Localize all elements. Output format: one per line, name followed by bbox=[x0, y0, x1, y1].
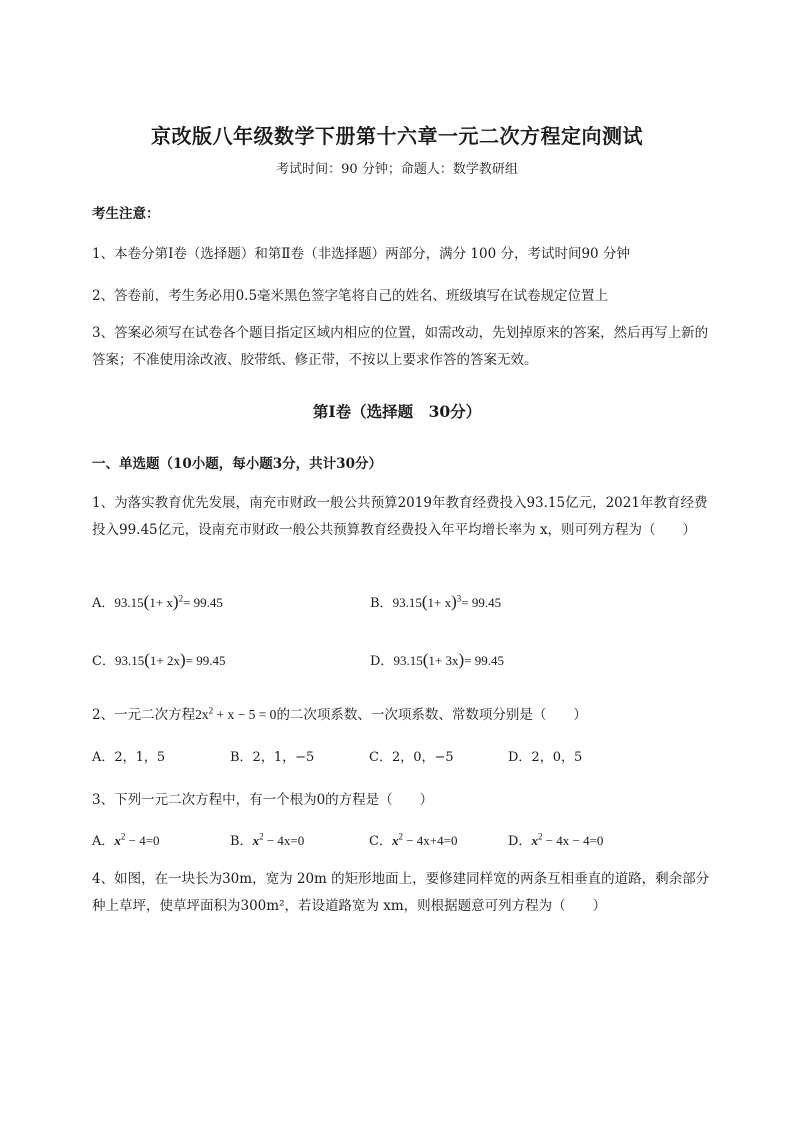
q3-option-c: C．$x^2 - 4x+4=0$ bbox=[369, 831, 458, 849]
q3-option-a: A．$x^2 - 4=0$ bbox=[92, 831, 160, 849]
q2-option-b: B．2，1，−5 bbox=[230, 750, 315, 765]
q2-option-c: C．2，0，−5 bbox=[369, 750, 454, 765]
notice-item-1: 1、本卷分第Ⅰ卷（选择题）和第Ⅱ卷（非选择题）两部分，满分 100 分，考试时间90 分钟 bbox=[92, 246, 630, 262]
q1-option-b: B．$93.15(1+ x)^3= 99.45$ bbox=[370, 592, 502, 611]
question-4-text: 4、如图，在一块长为30m，宽为 20m 的矩形地面上，要修建同样宽的两条互相垂直的道路，剩余部分种上草坪，使草坪面积为300m²，若设道路宽为 xm，则根据题意可列方程为（ ） bbox=[92, 871, 710, 914]
page-title: 京改版八年级数学下册第十六章一元二次方程定向测试 bbox=[151, 124, 643, 148]
q1-option-d: D．93.15(1+ 3x)= 99.45 bbox=[370, 650, 504, 669]
section-title: 第Ⅰ卷（选择题 30分） bbox=[312, 402, 482, 421]
question-1-text: 1、为落实教育优先发展，南充市财政一般公共预算2019年教育经费投入93.15亿元，2021年教育经费投入99.45亿元，设南充市财政一般公共预算教育经费投入年平均增长率为 x，则可列方程为（ ） bbox=[92, 495, 708, 538]
q3-option-d: D．$x^2 - 4x - 4=0$ bbox=[508, 831, 604, 849]
notice-item-2: 2、答卷前，考生务必用0.5毫米黑色签字笔将自己的姓名、班级填写在试卷规定位置上 bbox=[92, 288, 609, 304]
notice-item-3: 3、答案必须写在试卷各个题目指定区域内相应的位置，如需改动，先划掉原来的答案，然后再写上新的答案；不准使用涂改液、胶带纸、修正带，不按以上要求作答的答案无效。 bbox=[92, 325, 709, 368]
page-subtitle: 考试时间：90 分钟；命题人：数学教研组 bbox=[276, 162, 518, 177]
part-heading: 一、单选题（10小题，每小题3分，共计30分） bbox=[92, 456, 382, 472]
q3-option-b: B．$x^2 - 4x=0$ bbox=[230, 831, 305, 849]
question-2-text: 2、一元二次方程$2x^2 + x - 5 = 0$的二次项系数、一次项系数、常数项分别是（ ） bbox=[92, 705, 587, 723]
question-3-text: 3、下列一元二次方程中，有一个根为0的方程是（ ） bbox=[92, 792, 434, 808]
q1-option-a: A．$93.15(1+ x)^2= 99.45$ bbox=[92, 592, 223, 611]
q1-option-c: C．93.15(1+ 2x)= 99.45 bbox=[92, 650, 226, 669]
q2-option-d: D．2，0，5 bbox=[508, 750, 583, 765]
notice-heading: 考生注意： bbox=[92, 206, 160, 222]
q2-option-a: A．2，1，5 bbox=[92, 750, 166, 765]
